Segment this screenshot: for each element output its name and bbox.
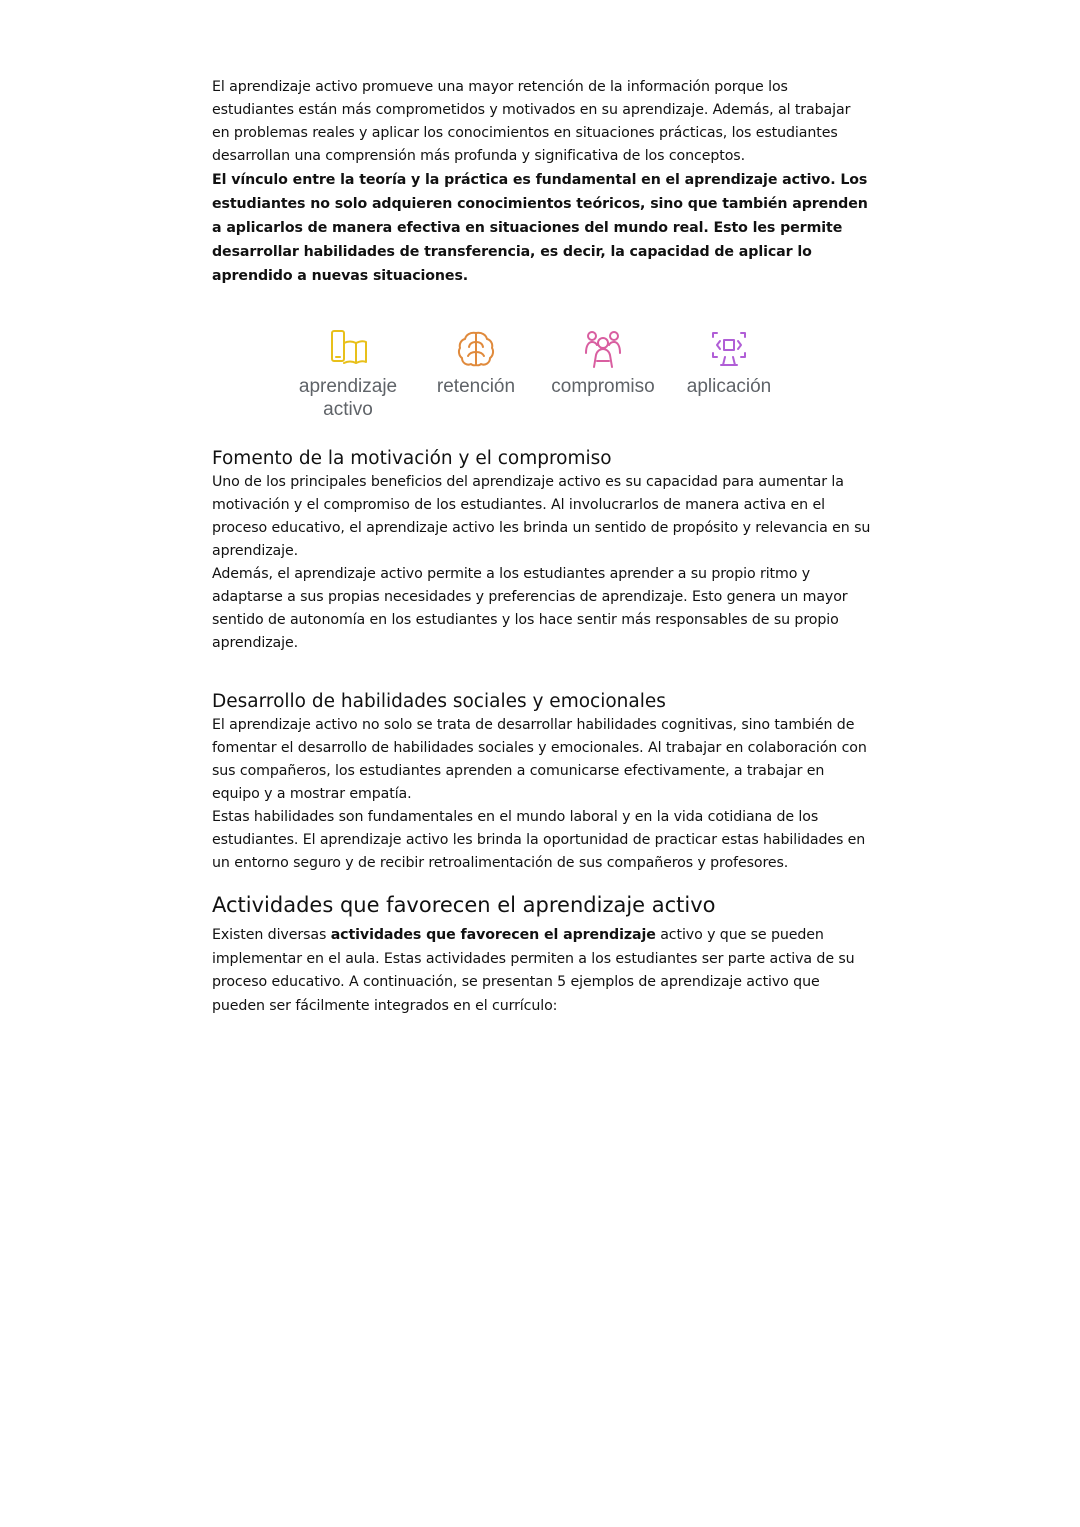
icon-item-aprendizaje-activo (285, 329, 411, 421)
intro-bold-paragraph: El vínculo entre la teoría y la práctica es fundamental en el aprendizaje activo. Los estudiantes no solo adquieren conocimientos teóricos, sino que también aprenden a aplicarlos de manera efectiva en situaciones del mundo real. Esto les permite desarrollar habilidades de transferencia, es decir, la capacidad de aplicar lo aprendido a nuevas situaciones. (212, 172, 868, 284)
social-paragraph-1: El aprendizaje activo no solo se trata de desarrollar habilidades cognitivas, sino también de fomentar el desarrollo de habilidades sociales y emocionales. Al trabajar en colaboración con sus compañeros, los estudiantes aprenden a comunicarse efectivamente, a trabajar en equipo y a mostrar empatía. (212, 717, 867, 802)
icon-item-aplicacion (666, 329, 792, 398)
monitor-code-icon (709, 329, 749, 369)
motivation-paragraph-2: Además, el aprendizaje activo permite a los estudiantes aprender a su propio ritmo y adaptarse a sus propias necesidades y preferencias de aprendizaje. Esto genera un mayor sentido de autonomía en los estudiantes y los hace sentir más responsables de su propio aprendizaje. (212, 566, 848, 651)
icon-label: compromiso (551, 376, 655, 397)
brain-icon (456, 329, 496, 369)
motivation-paragraph-1: Uno de los principales beneficios del aprendizaje activo es su capacidad para aumentar la motivación y el compromiso de los estudiantes. Al involucrarlos de manera activa en el proceso educativo, el aprendizaje activo les brinda un sentido de propósito y relevancia en su aprendizaje. (212, 474, 871, 559)
icon-label: aplicación (686, 376, 772, 397)
motivation-heading: Fomento de la motivación y el compromiso (212, 448, 612, 469)
icon-label: retención (436, 376, 516, 397)
concept-icons-row (212, 329, 872, 447)
icon-item-compromiso (540, 329, 666, 398)
intro-paragraph: El aprendizaje activo promueve una mayor retención de la información porque los estudiantes están más comprometidos y motivados en su aprendizaje. Además, al trabajar en problemas reales y aplicar los conocimientos en situaciones prácticas, los estudiantes desarrollan una comprensión más profunda y significativa de los conceptos. (212, 79, 851, 164)
book-phone-icon (328, 329, 368, 369)
document-page (212, 76, 872, 1018)
people-icon (583, 329, 623, 369)
icon-label: aprendizaje activo (298, 376, 398, 420)
social-paragraph-2: Estas habilidades son fundamentales en el mundo laboral y en la vida cotidiana de los estudiantes. El aprendizaje activo les brinda la oportunidad de practicar estas habilidades en un entorno seguro y de recibir retroalimentación de sus compañeros y profesores. (212, 809, 866, 871)
icon-item-retencion (413, 329, 539, 398)
activities-heading: Actividades que favorecen el aprendizaje activo (212, 893, 716, 917)
activities-paragraph: Existen diversas actividades que favorecen el aprendizaje activo y que se pueden implementar en el aula. Estas actividades permiten a los estudiantes ser parte activa de su proceso educativo. A continuación, se presentan 5 ejemplos de aprendizaje activo que pueden ser fácilmente integrados en el currículo: (212, 927, 855, 1014)
social-heading: Desarrollo de habilidades sociales y emocionales (212, 691, 666, 712)
